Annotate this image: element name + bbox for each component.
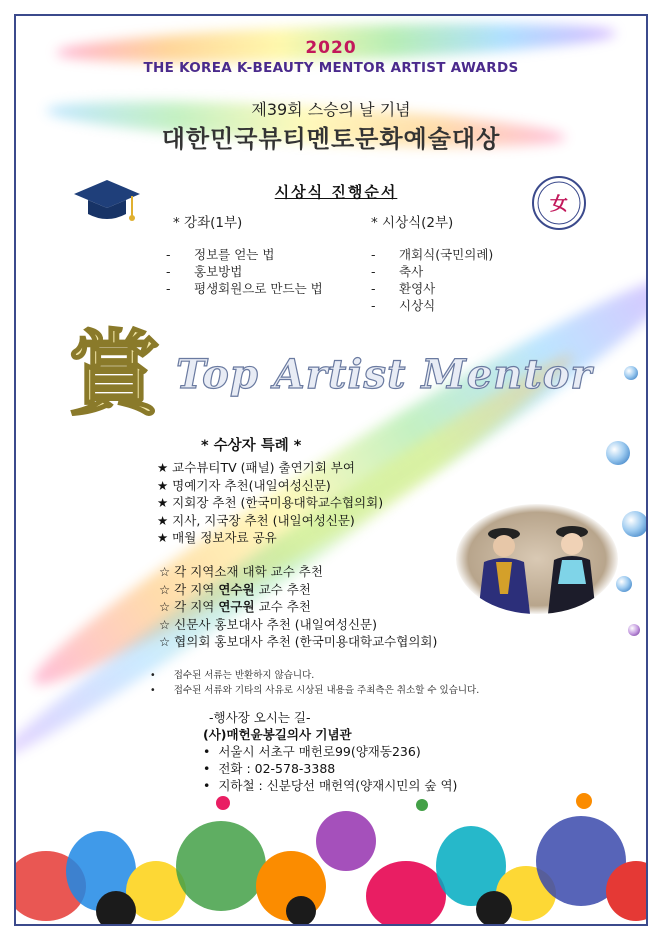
- newspaper-logo: [532, 176, 586, 230]
- list-item: ★ 명예기자 추천(내일여성신문): [157, 477, 331, 493]
- award-hanja: 賞: [68, 320, 161, 428]
- svg-text:女: 女: [550, 194, 568, 215]
- top-artist-mentor-title: Top Artist Mentor: [176, 351, 593, 398]
- benefits-title: * 수상자 특례 *: [201, 438, 302, 454]
- notes-list: [150, 668, 479, 698]
- benefits-filled-list: [157, 459, 383, 547]
- event-subtitle: 제39회 스승의 날 기념: [251, 100, 411, 119]
- list-item: ☆ 각 지역 연수원 교수 추천: [159, 581, 311, 597]
- list-item: - 축사: [371, 264, 424, 279]
- list-item: • 접수된 서류는 반환하지 않습니다.: [150, 670, 315, 681]
- year-label: 2020: [305, 38, 357, 58]
- benefits-outline-list: [159, 563, 437, 651]
- list-item: - 시상식: [371, 298, 436, 313]
- part1-heading: * 강좌(1부): [173, 215, 243, 231]
- graduation-cap-icon: [72, 176, 142, 236]
- venue-section: [203, 709, 457, 794]
- part2-heading: * 시상식(2부): [371, 215, 454, 231]
- part1-list: [166, 246, 323, 297]
- list-item: ★ 지사, 지국장 추천 (내일여성신문): [157, 512, 355, 528]
- list-item: • 접수된 서류와 기타의 사유로 시상된 내용을 주최측은 취소할 수 있습니다.: [150, 685, 480, 696]
- list-item: - 홍보방법: [166, 264, 243, 279]
- part2-list: [371, 246, 493, 314]
- venue-subway: • 지하철 : 신분당선 매헌역(양재시민의 숲 역): [203, 778, 458, 793]
- poster: [14, 14, 648, 926]
- graduation-photo: [456, 504, 618, 614]
- bubble-decoration: [624, 366, 638, 380]
- awards-title: THE KOREA K-BEAUTY MENTOR ARTIST AWARDS: [143, 60, 519, 76]
- bubble-decoration: [616, 576, 632, 592]
- list-item: - 개회식(국민의례): [371, 247, 494, 262]
- program-title: 시상식 진행순서: [274, 183, 398, 201]
- venue-intro: -행사장 오시는 길-: [209, 710, 311, 725]
- list-item: ☆ 협의회 홍보대사 추천 (한국미용대학교수협의회): [159, 634, 438, 650]
- venue-address: • 서울시 서초구 매헌로99(양재동236): [203, 744, 421, 759]
- list-item: ★ 지회장 추천 (한국미용대학교수협의회): [157, 495, 384, 511]
- bubble-decoration: [606, 441, 630, 465]
- paint-splatter-decoration: [16, 791, 648, 926]
- list-item: ★ 매월 정보자료 공유: [157, 530, 277, 546]
- list-item: ☆ 각 지역소재 대학 교수 추천: [159, 564, 323, 579]
- list-item: ☆ 신문사 홍보대사 추천 (내일여성신문): [159, 616, 377, 632]
- venue-phone: • 전화 : 02-578-3388: [203, 761, 336, 776]
- list-item: ☆ 각 지역 연구원 교수 추천: [159, 599, 311, 615]
- bubble-decoration: [628, 624, 640, 636]
- list-item: - 환영사: [371, 281, 436, 296]
- event-title: 대한민국뷰티멘토문화예술대상: [161, 125, 501, 153]
- list-item: - 정보를 얻는 법: [166, 247, 275, 262]
- bubble-decoration: [622, 511, 648, 537]
- list-item: ★ 교수뷰티TV (패널) 출연기회 부여: [157, 460, 355, 475]
- list-item: - 평생회원으로 만드는 법: [166, 281, 323, 296]
- venue-name: (사)매헌윤봉길의사 기념관: [203, 727, 352, 742]
